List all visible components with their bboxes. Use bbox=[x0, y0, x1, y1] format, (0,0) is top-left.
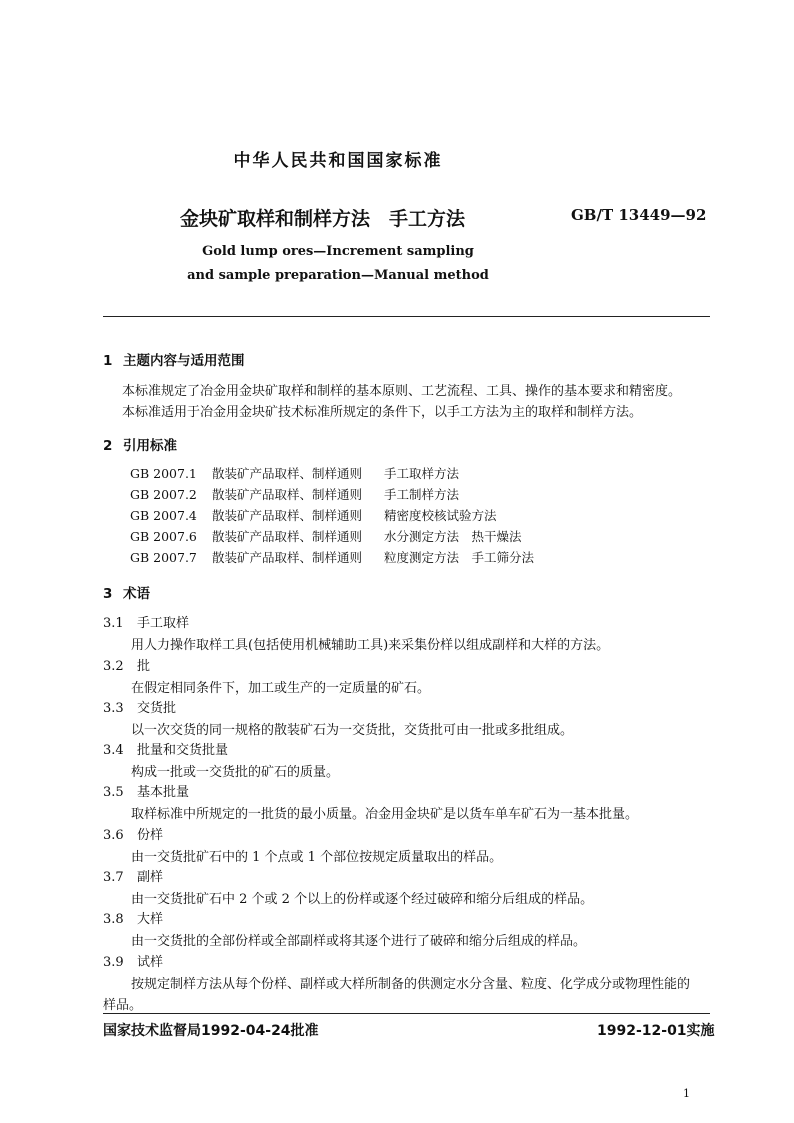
section-number: 1 bbox=[103, 353, 113, 369]
paragraph: 本标准规定了冶金用金块矿取样和制样的基本原则、工艺流程、工具、操作的基本要求和精密度。 bbox=[122, 384, 682, 399]
term-heading bbox=[103, 908, 163, 927]
reference-method: 精密度校核试验方法 bbox=[384, 508, 497, 523]
term-heading bbox=[103, 739, 228, 758]
approval-line: 国家技术监督局1992-04-24批准 bbox=[103, 1023, 319, 1039]
reference-method: 手工取样方法 bbox=[384, 466, 460, 481]
reference-method: 手工制样方法 bbox=[384, 487, 460, 502]
term-name: 试样 bbox=[137, 955, 164, 970]
term-number: 3.6 bbox=[103, 828, 124, 843]
term-definition: 在假定相同条件下，加工或生产的一定质量的矿石。 bbox=[131, 681, 431, 696]
term-number: 3.1 bbox=[103, 616, 124, 631]
term-heading bbox=[103, 697, 176, 716]
term-number: 3.8 bbox=[103, 912, 124, 927]
term-name: 副样 bbox=[137, 870, 164, 885]
term-number: 3.3 bbox=[103, 701, 124, 716]
term-definition: 用人力操作取样工具(包括使用机械辅助工具)来采集份样以组成副样和大样的方法。 bbox=[131, 638, 610, 653]
term-number: 3.5 bbox=[103, 785, 124, 800]
reference-title: 散装矿产品取样、制样通则 bbox=[212, 529, 363, 544]
effective-date: 1992-12-01实施 bbox=[597, 1023, 715, 1039]
reference-code: GB 2007.7 bbox=[130, 550, 197, 565]
reference-row bbox=[130, 485, 459, 503]
standard-org-title: 中华人民共和国国家标准 bbox=[233, 151, 443, 171]
term-definition: 由一交货批矿石中的 1 个点或 1 个部位按规定质量取出的样品。 bbox=[131, 850, 503, 865]
term-heading bbox=[103, 951, 163, 970]
term-definition: 取样标准中所规定的一批货的最小质量。冶金用金块矿是以货车单车矿石为一基本批量。 bbox=[131, 807, 639, 822]
footer-divider bbox=[103, 1013, 710, 1014]
reference-title: 散装矿产品取样、制样通则 bbox=[212, 466, 363, 481]
paragraph: 本标准适用于冶金用金块矿技术标准所规定的条件下，以手工方法为主的取样和制样方法。 bbox=[122, 405, 643, 420]
section-title: 术语 bbox=[123, 586, 150, 602]
section-number: 3 bbox=[103, 586, 113, 602]
term-definition: 构成一批或一交货批的矿石的质量。 bbox=[131, 765, 340, 780]
reference-row bbox=[130, 527, 522, 545]
english-title-line1: Gold lump ores—Increment sampling bbox=[202, 244, 474, 259]
reference-row bbox=[130, 506, 497, 524]
term-definition-continued: 样品。 bbox=[103, 998, 143, 1013]
term-definition: 以一次交货的同一规格的散装矿石为一交货批，交货批可由一批或多批组成。 bbox=[131, 723, 574, 738]
document-title: 金块矿取样和制样方法 手工方法 bbox=[180, 208, 466, 230]
reference-method: 粒度测定方法 手工筛分法 bbox=[384, 550, 535, 565]
section-2-heading bbox=[103, 434, 177, 454]
section-1-heading bbox=[103, 349, 245, 369]
term-name: 份样 bbox=[137, 828, 164, 843]
term-definition: 由一交货批矿石中 2 个或 2 个以上的份样或逐个经过破碎和缩分后组成的样品。 bbox=[131, 892, 594, 907]
term-name: 大样 bbox=[137, 912, 164, 927]
reference-code: GB 2007.2 bbox=[130, 487, 197, 502]
term-name: 交货批 bbox=[137, 701, 177, 716]
reference-title: 散装矿产品取样、制样通则 bbox=[212, 550, 363, 565]
term-name: 基本批量 bbox=[137, 785, 190, 800]
reference-method: 水分测定方法 热干燥法 bbox=[384, 529, 522, 544]
term-number: 3.7 bbox=[103, 870, 124, 885]
section-title: 主题内容与适用范围 bbox=[123, 353, 245, 369]
section-3-heading bbox=[103, 582, 150, 602]
term-heading bbox=[103, 866, 163, 885]
term-number: 3.9 bbox=[103, 955, 124, 970]
reference-row bbox=[130, 548, 534, 566]
term-heading bbox=[103, 612, 189, 631]
term-name: 批 bbox=[137, 659, 151, 674]
term-definition: 按规定制样方法从每个份样、副样或大样所制备的供测定水分含量、粒度、化学成分或物理性能的 bbox=[131, 977, 691, 992]
term-heading bbox=[103, 824, 163, 843]
term-heading bbox=[103, 781, 189, 800]
term-number: 3.2 bbox=[103, 659, 124, 674]
reference-title: 散装矿产品取样、制样通则 bbox=[212, 508, 363, 523]
reference-code: GB 2007.1 bbox=[130, 466, 197, 481]
reference-title: 散装矿产品取样、制样通则 bbox=[212, 487, 363, 502]
term-definition: 由一交货批的全部份样或全部副样或将其逐个进行了破碎和缩分后组成的样品。 bbox=[131, 934, 587, 949]
standard-number: GB/T 13449—92 bbox=[571, 206, 707, 224]
header-divider bbox=[103, 316, 710, 317]
term-number: 3.4 bbox=[103, 743, 124, 758]
reference-row bbox=[130, 464, 459, 482]
term-name: 批量和交货批量 bbox=[137, 743, 229, 758]
section-number: 2 bbox=[103, 438, 113, 454]
term-heading bbox=[103, 655, 150, 674]
english-title-line2: and sample preparation—Manual method bbox=[187, 268, 489, 283]
reference-code: GB 2007.6 bbox=[130, 529, 197, 544]
page-number: 1 bbox=[683, 1087, 690, 1100]
section-title: 引用标准 bbox=[123, 438, 177, 454]
term-name: 手工取样 bbox=[137, 616, 190, 631]
reference-code: GB 2007.4 bbox=[130, 508, 197, 523]
